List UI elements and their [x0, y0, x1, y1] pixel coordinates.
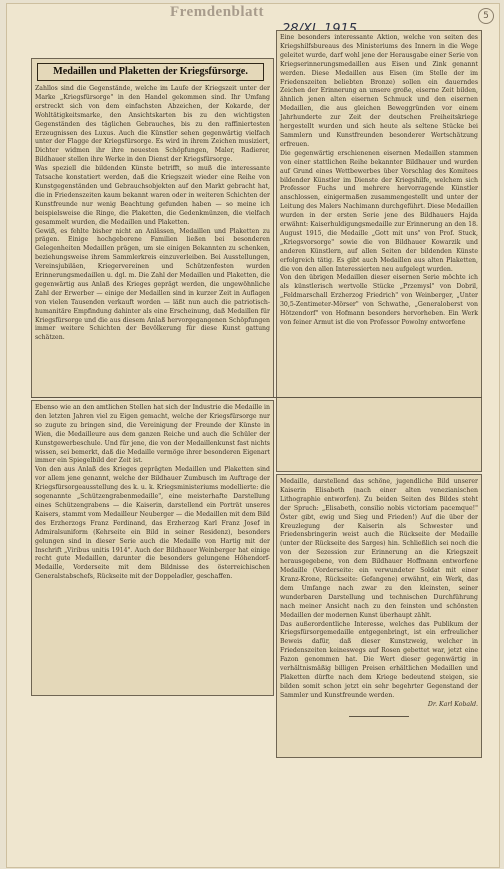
- newspaper-title: Fremdenblatt: [170, 4, 265, 20]
- paragraph: Eine besonders interessante Aktion, welche von seiten des Kriegshilfsbureaus des Ministeriums des Innern in die Wege geleitet wurde, darf wohl jene der Herausgabe einer Serie von Kriegserinnerungsmedaillen aus Eisen und Zink genannt werden. Diese Medaillen aus Eisen (im Stelle der im Friedenszeiten beliebten Bronze) sollen ein dauerndes Zeichen der Erinnerung an unsere große, eiserne Zeit bilden, ähnlich jenen alten eisernen Schmuck und den eisernen Medaillen, die aus gleichen Beweggründen vor einem Jahrhunderte zur Zeit der deutschen Freiheitskriege hergestellt wurden und sich heute als seltene Stücke bei Sammlern und Kunstfreunden besonderer Wertschätzung erfreuen.: [280, 34, 478, 148]
- end-rule: [349, 716, 409, 717]
- article-column-4: [276, 474, 482, 758]
- paragraph: Von den übrigen Medaillen dieser eisernen Serie möchte ich als künstlerisch wertvolle Stücke „Przemysl" von Dobril, „Feldmarschall Erzherzog Friedrich" von Weinberger, „Unter 30,5-Zentimeter-Mörser" von Schwathe, „Generaloberst von Hötzendorf" von Hofmann besonders hervorheben. Ein Werk von feiner Armut ist die von Professor Powolny entworfene: [280, 274, 478, 326]
- paragraph: Was speziell die bildenden Künste betrifft, so muß die interessante Tatsache konstatiert werden, daß die Kriegszeit wieder eine Reihe von Kunstgegenständen und Gebrauchsobjekten auf den Markt gebracht hat, die in Friedenszeiten kaum bekannt waren oder in weiteren Schichten der Kunstfreunde nur wenig Beachtung gefunden haben — so meine ich beispielsweise die Ringe, die Plaketten, die Gedenkmünzen, die vielfach gesammelt wurden, die Medaillen und Plaketten.: [35, 165, 270, 226]
- paragraph: Die gegenwärtig erschienenen eisernen Medaillen stammen von einer stattlichen Reihe bekannter Bildhauer und wurden auf Grund eines Wettbewerbes über Vorschlag des Komitees bildender Künstler im Dienste der Kriegshilfe, welchem sich Professor Fuchs und mehrere hervorragende Künstler anschlossen, einigermaßen zusammengestellt und unter der Leitung des Malers Nachimann durchgeführt. Diese Medaillen wurden in der ersten Serie jene des Bildhauers Hajda erwähnt: Kaiserhuldigungsmedaille zur Erinnerung an den 18. August 1915, die Medaille „Gott mit uns" von Prof. Stuck, „Kriegsvorsorge" sowie die von Bildhauer Kowarzik und anderen Künstlern, auf allen Seiten der bildenden Künste erfolgreich tätig. Es gibt auch Medaillen aus alten Plaketten, die von den allen Interessierten neu aufgelegt wurden.: [280, 149, 478, 273]
- article-column-2: [276, 30, 482, 472]
- page-marker: 5: [478, 8, 494, 24]
- article-column-3: [31, 400, 274, 696]
- article-headline: Medaillen und Plaketten der Kriegsfürsorge.: [37, 63, 264, 81]
- paragraph: Von den aus Anlaß des Krieges geprägten Medaillen und Plaketten sind vor allem jene genannt, welche der Bildhauer Zumbusch im Auftrage der Kriegsfürsorgeausstellung des k. u. k. Kriegsministeriums modellierte: die sogenannte „Schützengrabenmedaille", eine meisterhafte Darstellung eines Schützengrabens — die Kaiserin, darstellend ein Porträt unseres Kaisers, stammt vom Medailleur Neuberger — die Medaillen mit dem Bild des Erzherzogs Franz Ferdinand, das Erzherzog Karl Franz Josef in Admiralsuniform (Kehrseite ein Bild in seiner Residenz), besonders gelungen sind in dieser Serie auch die Medaille von Hartig mit der Inschrift „Viribus unitis 1914". Auch der Bildhauer Weinberger hat einige recht gute Medaillen, darunter die besonders gelungene Höhendorf-Medaille, Vorderseite mit dem Bildnisse des österreichischen Generalstabschefs, Rückseite mit der Doppeladler, geschaffen.: [35, 466, 270, 581]
- paragraph: Medaille, darstellend das schöne, jugendliche Bild unserer Kaiserin Elisabeth (nach einer alten venezianischen Lithographie entworfen). Zu beiden Seiten des Bildes steht der Spruch: „Elisabeth, consilio nobis victoriam pacemque!" Öster gibt, ewig und Sieg und Frieden!) Auf die über der Kreuzlegung der Kaiserin als Schwester und Friedensbringerin weist auch die Rückseite der Medaille (unter der Rückseite des Sarges) hin. Schließlich sei noch die von der Sezession zur Erinnerung an die Kriegszeit herausgegebene, von dem Bildhauer Hoffmann entworfene Medaille (Vorderseite: ein verwundeter Soldat mit einer Kranz-Krone, Rückseite: Gefangene) erwähnt, ein Werk, das dem Umfange nach zwar zu den kleinsten, seiner wunderbaren Darstellung und technischen Durchführung nach meiner Ansicht nach zu den feinsten und schönsten Medaillen der modernen Kunst überhaupt zählt.: [280, 478, 478, 619]
- paragraph: Zahllos sind die Gegenstände, welche im Laufe der Kriegszeit unter der Marke „Kriegsfürsorge" in den Handel gekommen sind. Ihr Umfang erstreckt sich von dem einfachsten Abzeichen, der Kokarde, der Wohltätigkeitsmarke, den Ansichtskarten bis zu den wichtigsten Gegenständen des täglichen Gebrauches, bis zu den raffiniertesten Erzeugnissen des Luxus. Auch die Künstler sehen gegenwärtig vielfach unter der Flagge der Kriegsfürsorge. Es wird in ihrem Zeichen musiziert, Dichter widmen ihr ihre neuesten Schöpfungen, Maler, Radierer, Bildhauer stellen ihre Werke in den Dienst der Kriegsfürsorge.: [35, 85, 270, 164]
- paragraph: Gewiß, es fehlte bisher nicht an Anlässen, Medaillen und Plaketten zu prägen. Einige hochgeborene Familien ließen bei besonderen Gelegenheiten Medaillen prägen, um sie einigen Bekannten zu schenken, beziehungsweise ihrem Sammlerkreis einzuverleiben. Bei Ausstellungen, Vereinsjubiläen, Kriegervereinen und Schützenfesten wurden Erinnerungsmedaillen u. dgl. m. Die Zahl der Medaillen und Plaketten, die gegenwärtig aus Anlaß des Krieges geprägt werden, die ungewöhnliche Zahl der Erwerber — einige der Medaillen sind in kurzer Zeit in Auflagen von vielen Tausenden verkauft worden — läßt nun auch die patriotisch-humanitäre Empfindung dahinter als eine Erscheinung, daß Medaillen für Kriegsfürsorge und die aus diesem Anlaß hervorgegangenen Schöpfungen immer weitere Schichten der Bevölkerung für diese Kunst gattung schätzen.: [35, 227, 270, 342]
- author-signature: Dr. Karl Kobald.: [427, 700, 478, 708]
- column-divider-rule: [31, 397, 482, 398]
- paragraph: Ebenso wie an den amtlichen Stellen hat sich der Industrie die Medaille in den letzten Jahren viel zu Eigen gemacht, welche der Kriegsfürsorge nur so zugute zu bringen sind, die Vereinigung der Freunde der Künste in Wien, die Medailleure aus dem ganzen Reiche und auch die Schüler der Kunstgewerbeschule. Und für jene, die von der Medaillenkunst fast nichts wissen, sei bemerkt, daß die Medaille vermöge ihrer besonderen Eigenart immer ein Spiegelbild der Zeit ist.: [35, 404, 270, 465]
- paragraph: Das außerordentliche Interesse, welches das Publikum der Kriegsfürsorgemedaille entgegenbringt, ist ein erfreulicher Beweis dafür, daß dieser Kunstzweig, welcher in Friedenszeiten keineswegs auf Rosen gebettet war, jetzt eine Fazon genommen hat. Die Wert dieser gegenwärtig in verhältnismäßig billigen Preisen erhältlichen Medaillen und Plaketten dürfte nach dem Kriege bedeutend steigen, sie bilden somit schon jetzt ein sehr begehrter Gegenstand der Sammler und Kunstfreunde werden.: [280, 620, 478, 699]
- article-column-1: [31, 58, 274, 398]
